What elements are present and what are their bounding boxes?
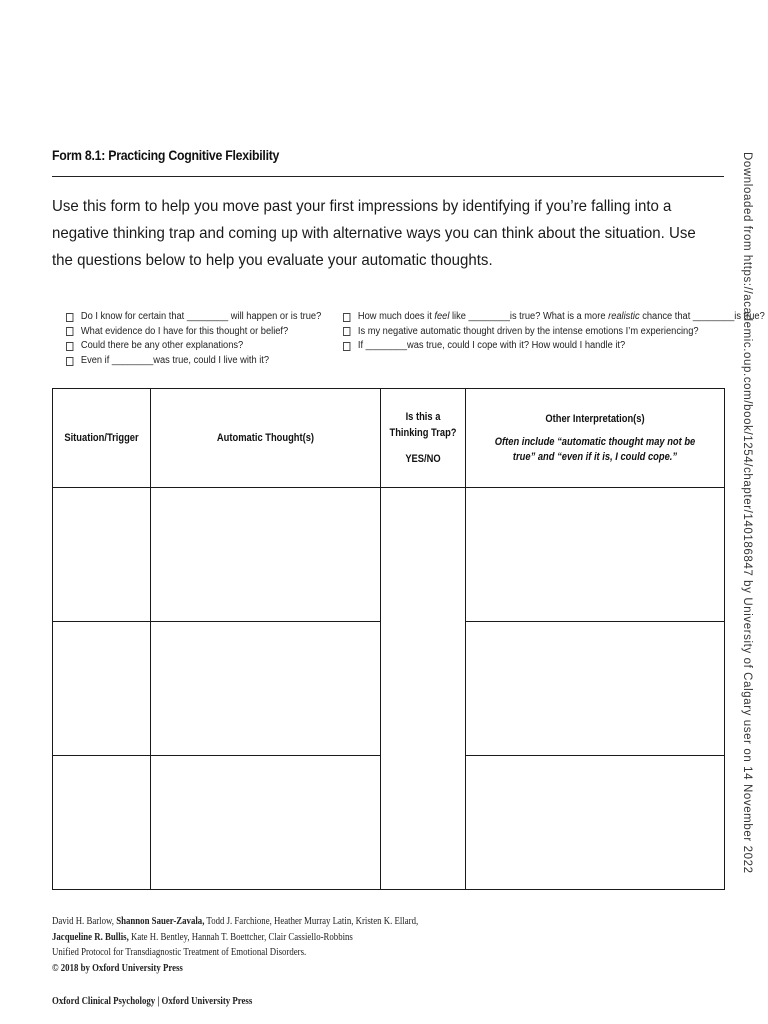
checkbox-icon[interactable] [343, 342, 350, 351]
watermark-text: Downloaded from https://academic.oup.com/book/1254/chapter/140186847 by University of Calgary user on 14 November 2022 [741, 152, 753, 874]
question-item: What evidence do I have for this thought or belief? [66, 325, 321, 340]
form-intro: Use this form to help you move past your first impressions by identifying if you’re falling into a negative thinking trap and coming up with alternative ways you can think about the situation. Use the questions below to help you evaluate your automatic thoughts. [52, 198, 696, 269]
questions-right [343, 310, 768, 354]
download-watermark [739, 152, 757, 912]
header-situation-trigger: Situation/Trigger [53, 389, 151, 488]
checkbox-icon[interactable] [343, 313, 350, 322]
interpretation-cell[interactable] [466, 622, 725, 756]
copyright: © 2018 by Oxford University Press [52, 962, 183, 974]
authors-line-1: David H. Barlow, Shannon Sauer-Zavala, Todd J. Farchione, Heather Murray Latin, Kristen K. Ellard, [52, 916, 419, 927]
header-thinking-trap: Is this a Thinking Trap? YES/NO [381, 389, 466, 488]
thinking-trap-cell[interactable] [381, 488, 466, 890]
question-item: If ________was true, could I cope with it? How would I handle it? [343, 339, 765, 354]
header-other-interpretations: Other Interpretation(s) Often include “automatic thought may not be true” and “even if it is, I could cope.” [466, 389, 725, 488]
header-automatic-thoughts: Automatic Thought(s) [151, 389, 381, 488]
situation-cell[interactable] [53, 488, 151, 622]
thought-cell[interactable] [151, 488, 381, 622]
authors-line-2: Jacqueline R. Bullis, Kate H. Bentley, Hannah T. Boettcher, Clair Cassiello-Robbins [52, 931, 353, 943]
publisher-line: Oxford Clinical Psychology | Oxford University Press [52, 996, 253, 1007]
question-item: How much does it feel like ________is true? What is a more realistic chance that ________is true? [343, 310, 765, 325]
question-item: Is my negative automatic thought driven by the intense emotions I’m experiencing? [343, 325, 765, 340]
questions-left [66, 310, 341, 368]
interpretation-cell[interactable] [466, 488, 725, 622]
situation-cell[interactable] [53, 756, 151, 890]
interpretation-cell[interactable] [466, 756, 725, 890]
thought-cell[interactable] [151, 622, 381, 756]
book-title: Unified Protocol for Transdiagnostic Treatment of Emotional Disorders. [52, 947, 307, 958]
table-row [53, 488, 725, 622]
thought-record-table [52, 388, 725, 890]
checkbox-icon[interactable] [66, 327, 73, 336]
form-title: Form 8.1: Practicing Cognitive Flexibility [52, 147, 280, 163]
table-header-row [53, 389, 725, 488]
thought-cell[interactable] [151, 756, 381, 890]
question-item: Could there be any other explanations? [66, 339, 321, 354]
checkbox-icon[interactable] [66, 357, 73, 366]
checkbox-icon[interactable] [66, 342, 73, 351]
situation-cell[interactable] [53, 622, 151, 756]
title-divider [52, 176, 724, 177]
question-item: Do I know for certain that ________ will happen or is true? [66, 310, 321, 325]
checkbox-icon[interactable] [66, 313, 73, 322]
question-item: Even if ________was true, could I live with it? [66, 354, 321, 369]
citation [52, 914, 545, 976]
checkbox-icon[interactable] [343, 327, 350, 336]
